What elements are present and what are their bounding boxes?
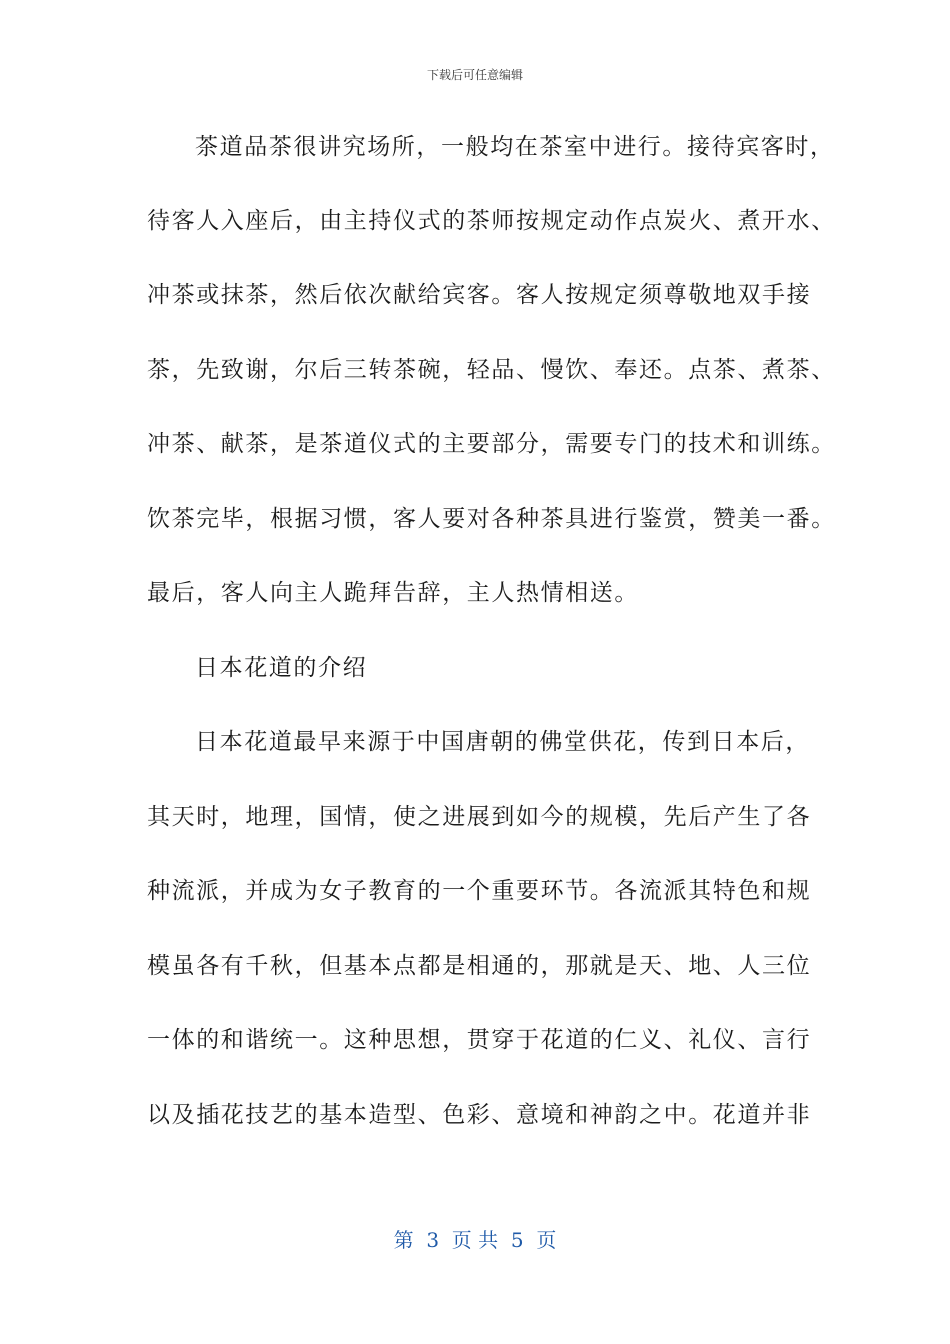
text-line: 一体的和谐统一。这种思想，贯穿于花道的仁义、礼仪、言行 (147, 1027, 812, 1053)
text-line: 饮茶完毕，根据习惯，客人要对各种茶具进行鉴赏，赞美一番。 (147, 506, 836, 532)
section-heading: 日本花道的介绍 (195, 655, 368, 681)
text-line: 日本花道最早来源于中国唐朝的佛堂供花，传到日本后， (195, 729, 810, 755)
text-line: 种流派，并成为女子教育的一个重要环节。各流派其特色和规 (147, 878, 812, 904)
text-line: 茶道品茶很讲究场所，一般均在茶室中进行。接待宾客时， (195, 134, 835, 160)
text-line: 模虽各有千秋，但基本点都是相通的，那就是天、地、人三位 (147, 953, 812, 979)
text-line: 以及插花技艺的基本造型、色彩、意境和神韵之中。花道并非 (147, 1102, 812, 1128)
text-line: 最后，客人向主人跪拜告辞，主人热情相送。 (147, 580, 639, 606)
text-line: 冲茶、献茶，是茶道仪式的主要部分，需要专门的技术和训练。 (147, 431, 836, 457)
text-line: 待客人入座后，由主持仪式的茶师按规定动作点炭火、煮开水、 (147, 208, 836, 234)
text-line: 茶，先致谢，尔后三转茶碗，轻品、慢饮、奉还。点茶、煮茶、 (147, 357, 836, 383)
page-header: 下载后可任意编辑 (426, 68, 523, 82)
text-line: 其天时，地理，国情，使之进展到如今的规模，先后产生了各 (147, 804, 812, 830)
text-line: 冲茶或抹茶，然后依次献给宾客。客人按规定须尊敬地双手接 (147, 282, 812, 308)
page-footer: 第 3 页 共 5 页 (393, 1228, 557, 1252)
